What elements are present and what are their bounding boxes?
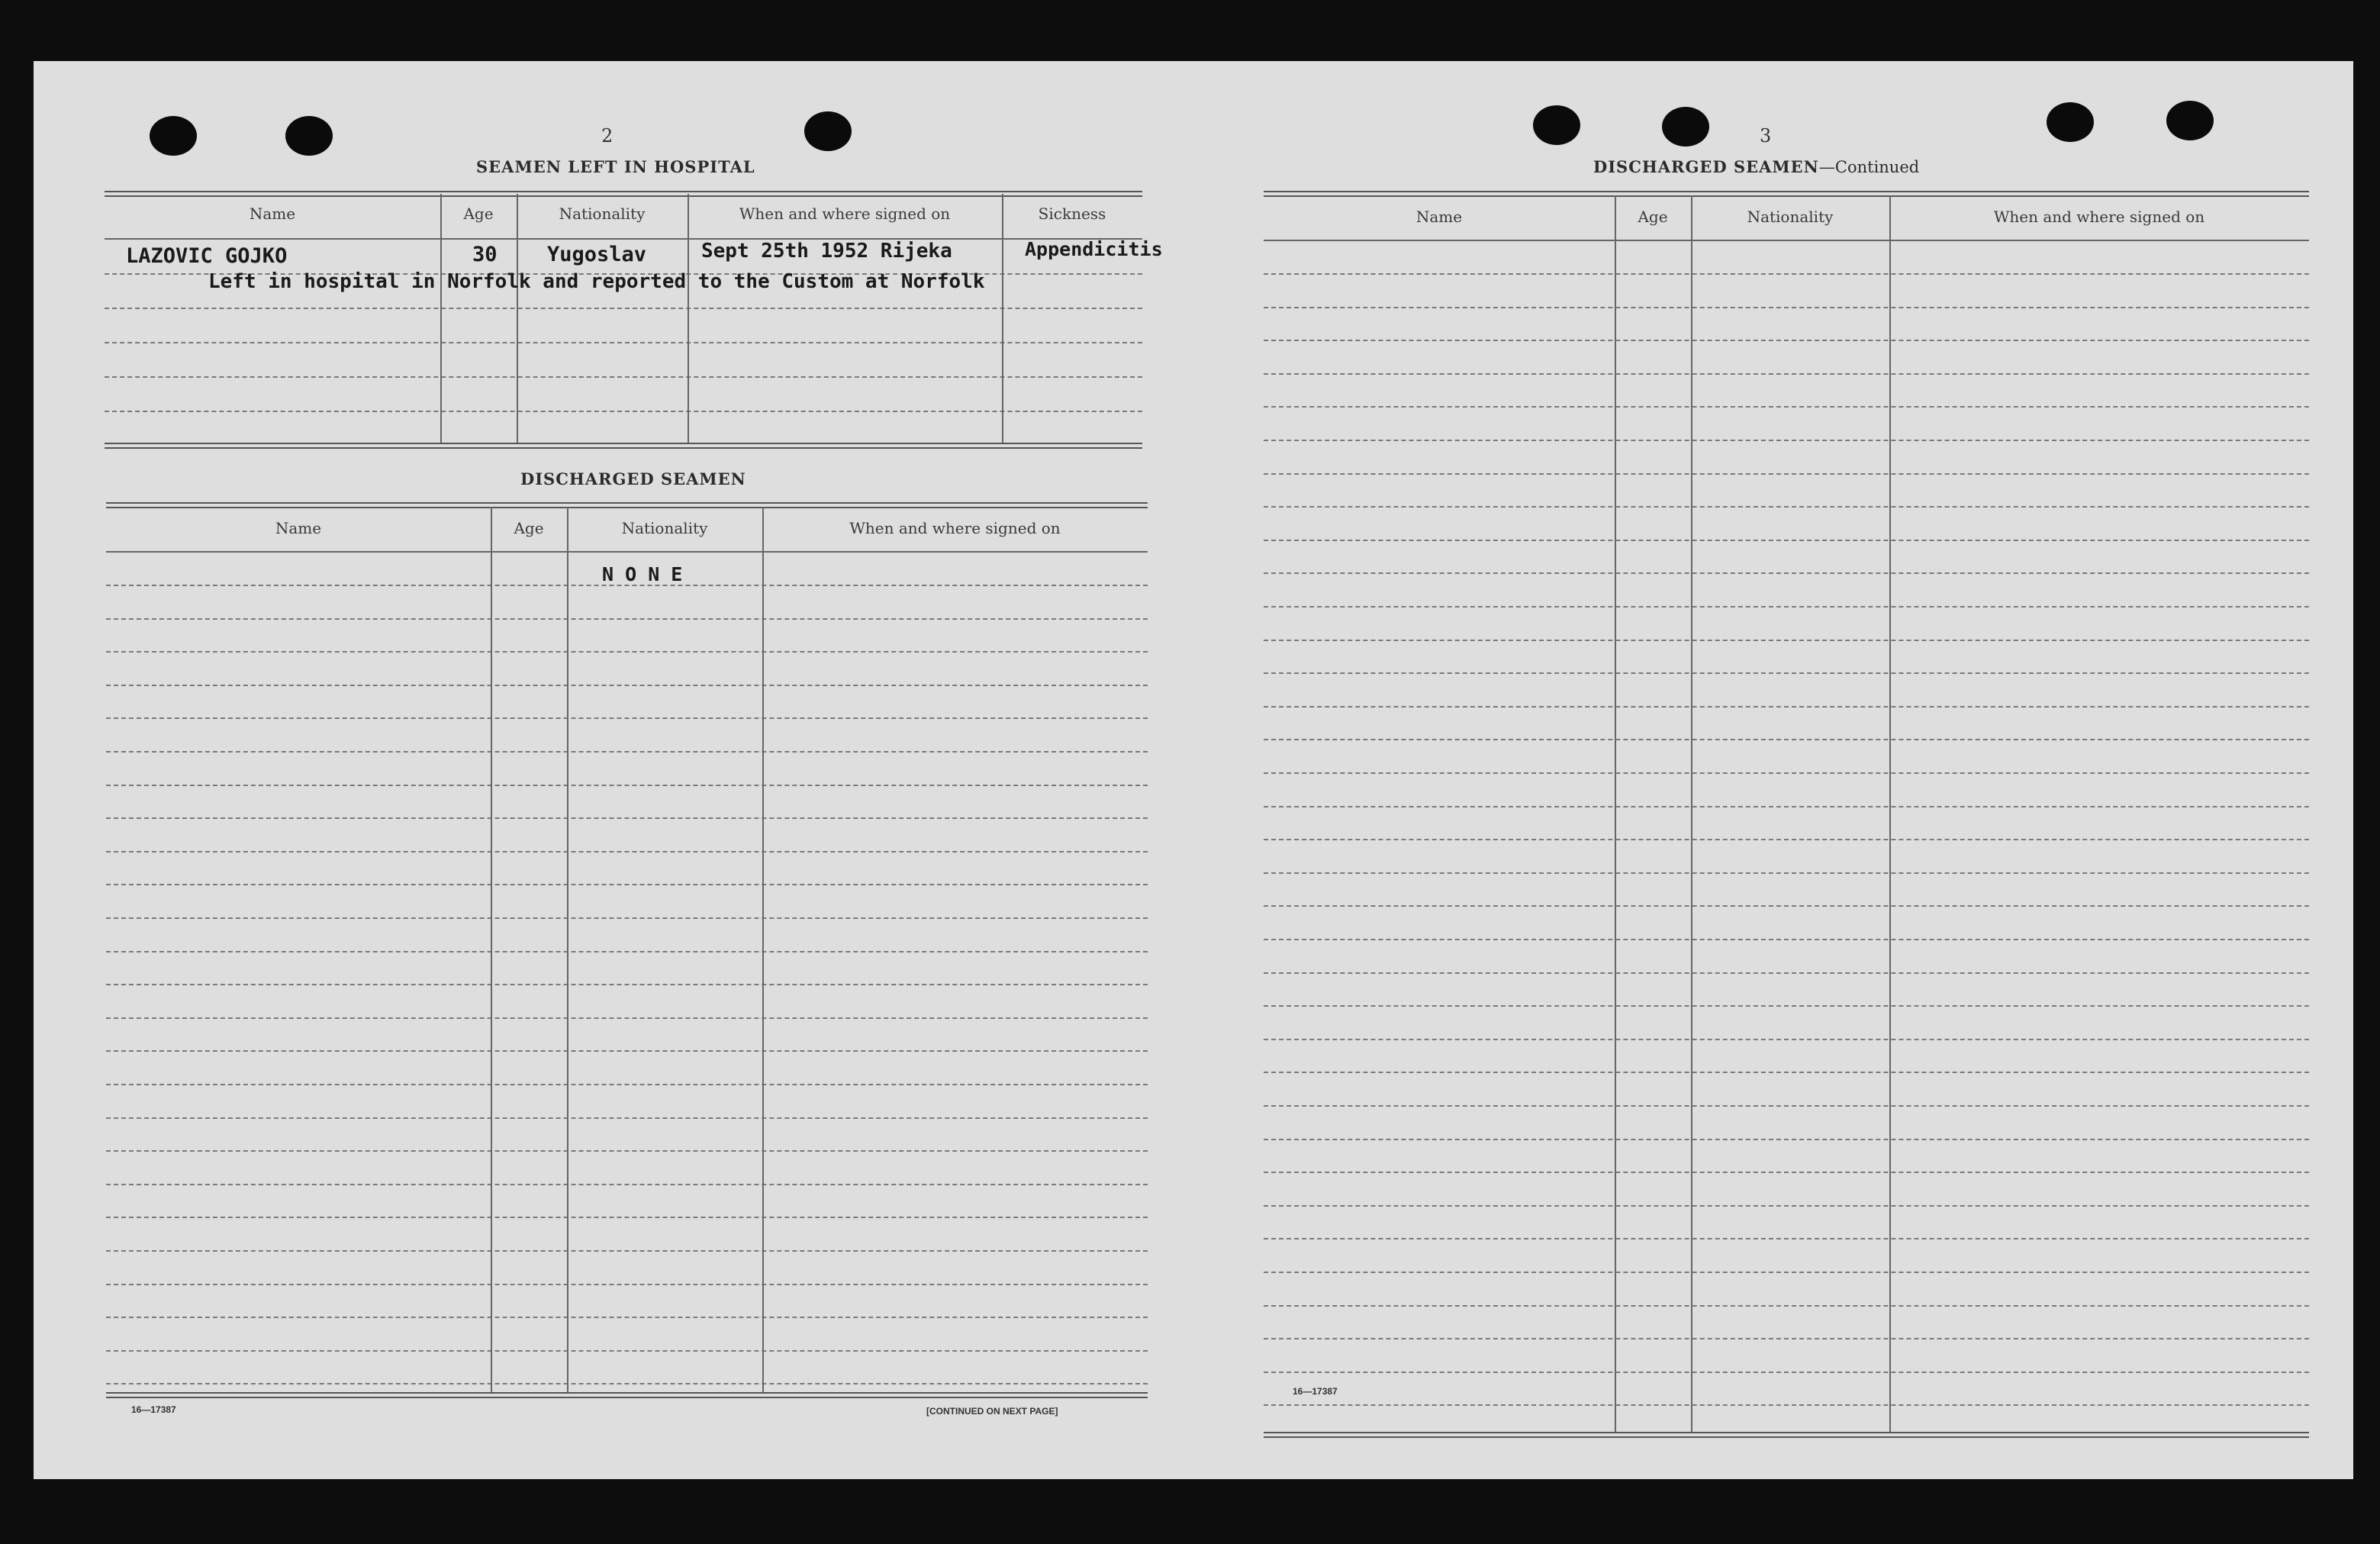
table-rule bbox=[1264, 1432, 2309, 1433]
table-rule bbox=[105, 342, 1142, 343]
table-rule bbox=[106, 1150, 1148, 1152]
form-number: 16—17387 bbox=[131, 1404, 176, 1415]
table-rule bbox=[106, 1117, 1148, 1119]
table-rule bbox=[106, 984, 1148, 985]
table-rule bbox=[1264, 191, 2309, 192]
punch-hole bbox=[1662, 107, 1709, 147]
column-header-signed-on: When and where signed on bbox=[739, 205, 951, 223]
column-divider bbox=[567, 507, 568, 1392]
column-divider bbox=[1691, 195, 1692, 1432]
table-rule bbox=[1264, 473, 2309, 475]
table-rule bbox=[106, 917, 1148, 919]
table-rule bbox=[1264, 972, 2309, 974]
hospital-table bbox=[105, 191, 1163, 454]
column-header-nationality: Nationality bbox=[621, 519, 708, 537]
column-divider bbox=[491, 507, 492, 1392]
column-header-age: Age bbox=[1638, 208, 1668, 226]
table-rule bbox=[1264, 1238, 2309, 1239]
table-rule bbox=[1264, 640, 2309, 641]
column-header-sickness: Sickness bbox=[1038, 205, 1106, 223]
table-rule bbox=[106, 1350, 1148, 1352]
table-rule bbox=[106, 1392, 1148, 1394]
table-rule bbox=[1264, 1072, 2309, 1073]
punch-hole bbox=[1533, 105, 1580, 145]
table-rule bbox=[106, 551, 1148, 553]
form-number: 16—17387 bbox=[1293, 1386, 1338, 1397]
table-rule bbox=[1264, 506, 2309, 508]
table-rule bbox=[106, 817, 1148, 819]
table-rule bbox=[106, 651, 1148, 653]
table-rule bbox=[1264, 772, 2309, 774]
table-rule bbox=[105, 443, 1142, 444]
continued-note: [CONTINUED ON NEXT PAGE] bbox=[926, 1406, 1058, 1417]
table-rule bbox=[1264, 905, 2309, 907]
table-rule bbox=[1264, 1305, 2309, 1307]
column-header-nationality: Nationality bbox=[559, 205, 646, 223]
table-rule bbox=[1264, 872, 2309, 874]
table-rule bbox=[105, 238, 1142, 240]
table-rule bbox=[1264, 1372, 2309, 1373]
table-rule bbox=[1264, 440, 2309, 441]
punch-hole bbox=[2166, 101, 2214, 140]
table-rule bbox=[1264, 606, 2309, 608]
discharged-continued-title bbox=[1593, 157, 1919, 176]
table-rule bbox=[1264, 540, 2309, 541]
table-rule bbox=[105, 411, 1142, 412]
column-divider bbox=[1615, 195, 1616, 1432]
table-rule bbox=[1264, 240, 2309, 241]
hospital-note: Left in hospital in Norfolk and reported to the Custom at Norfolk bbox=[208, 270, 985, 293]
seaman-sickness: Appendicitis bbox=[1025, 238, 1163, 260]
table-rule bbox=[106, 1383, 1148, 1384]
column-divider bbox=[440, 194, 442, 443]
punch-hole bbox=[2047, 102, 2094, 142]
page-number: 2 bbox=[601, 125, 614, 147]
seaman-nationality: Yugoslav bbox=[547, 243, 647, 266]
table-rule bbox=[1264, 340, 2309, 341]
table-rule bbox=[105, 376, 1142, 378]
table-rule bbox=[106, 1084, 1148, 1085]
table-rule bbox=[106, 785, 1148, 786]
column-header-age: Age bbox=[463, 205, 494, 223]
column-header-nationality: Nationality bbox=[1747, 208, 1834, 226]
column-divider bbox=[688, 194, 689, 443]
column-header-name: Name bbox=[249, 205, 296, 223]
table-rule bbox=[106, 1284, 1148, 1285]
none-entry: N O N E bbox=[602, 563, 683, 585]
table-rule bbox=[106, 851, 1148, 853]
table-rule bbox=[1264, 806, 2309, 807]
seaman-age: 30 bbox=[472, 243, 498, 266]
hospital-section-title: SEAMEN LEFT IN HOSPITAL bbox=[476, 157, 755, 176]
seaman-name: LAZOVIC GOJKO bbox=[126, 244, 288, 268]
column-header-age: Age bbox=[514, 519, 544, 537]
table-rule bbox=[1264, 1039, 2309, 1040]
table-rule bbox=[106, 502, 1148, 504]
table-rule bbox=[106, 1217, 1148, 1218]
table-rule bbox=[1264, 307, 2309, 308]
table-rule bbox=[106, 685, 1148, 686]
table-rule bbox=[106, 1017, 1148, 1019]
table-rule bbox=[106, 951, 1148, 953]
table-rule bbox=[1264, 839, 2309, 840]
column-header-name: Name bbox=[275, 519, 322, 537]
column-header-signed-on: When and where signed on bbox=[1993, 208, 2205, 226]
punch-hole bbox=[804, 111, 852, 151]
table-rule bbox=[106, 1317, 1148, 1318]
table-rule bbox=[106, 1250, 1148, 1252]
discharged-section-title: DISCHARGED SEAMEN bbox=[520, 469, 746, 488]
table-rule bbox=[105, 308, 1142, 309]
column-divider bbox=[517, 194, 518, 443]
table-rule bbox=[1264, 273, 2309, 275]
table-rule bbox=[1264, 373, 2309, 375]
column-divider bbox=[1002, 194, 1003, 443]
title-text: DISCHARGED SEAMEN bbox=[1593, 157, 1819, 176]
table-rule bbox=[106, 1184, 1148, 1185]
table-rule bbox=[105, 191, 1142, 192]
column-header-signed-on: When and where signed on bbox=[849, 519, 1061, 537]
table-rule bbox=[1264, 406, 2309, 408]
table-rule bbox=[1264, 739, 2309, 740]
table-rule bbox=[106, 1050, 1148, 1052]
table-rule bbox=[1264, 1205, 2309, 1207]
discharged-continued-table bbox=[1264, 191, 2309, 1458]
title-suffix: —Continued bbox=[1818, 158, 1920, 176]
table-rule bbox=[1264, 1105, 2309, 1107]
column-divider bbox=[1889, 195, 1891, 1432]
table-rule bbox=[1264, 1404, 2309, 1406]
page-number: 3 bbox=[1760, 125, 1772, 147]
table-rule bbox=[1264, 706, 2309, 708]
table-rule bbox=[1264, 1172, 2309, 1173]
seaman-signed-on: Sept 25th 1952 Rijeka bbox=[701, 240, 952, 263]
table-rule bbox=[1264, 1272, 2309, 1273]
table-rule bbox=[106, 751, 1148, 753]
document-sheet bbox=[34, 61, 2353, 1479]
table-rule bbox=[1264, 572, 2309, 574]
table-rule bbox=[1264, 1005, 2309, 1007]
column-divider bbox=[762, 507, 764, 1392]
table-rule bbox=[106, 717, 1148, 719]
table-rule bbox=[1264, 672, 2309, 674]
column-header-name: Name bbox=[1415, 208, 1463, 226]
punch-hole bbox=[285, 116, 333, 156]
table-rule bbox=[1264, 1338, 2309, 1339]
punch-hole bbox=[150, 116, 197, 156]
table-rule bbox=[106, 884, 1148, 885]
table-rule bbox=[106, 618, 1148, 620]
table-rule bbox=[1264, 939, 2309, 940]
table-rule bbox=[1264, 1139, 2309, 1140]
discharged-table bbox=[106, 502, 1148, 1403]
